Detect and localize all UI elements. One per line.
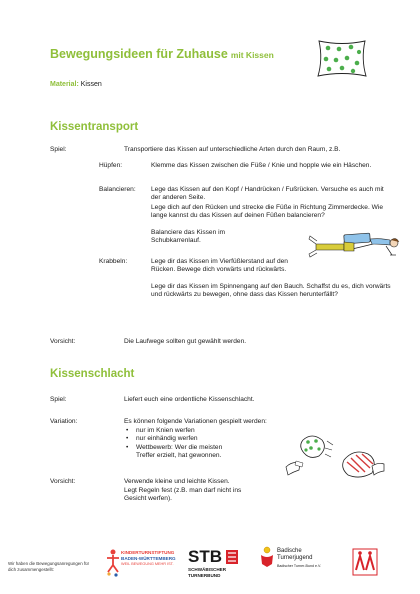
list-item: • nur im Knien werfen	[124, 427, 236, 435]
badische-line1: Badische	[277, 548, 302, 554]
material-line	[50, 81, 102, 88]
section-heading-kissenschlacht: Kissenschlacht	[50, 368, 135, 380]
vorsicht-label-2: Vorsicht:	[50, 478, 76, 485]
badische-turnerjugend-figure-icon	[258, 546, 276, 568]
stb-line1: SCHWÄBISCHER	[188, 567, 227, 572]
spiel-label-2: Spiel:	[50, 396, 67, 403]
stb-logo	[188, 548, 250, 582]
material-value: Kissen	[80, 81, 102, 88]
huepfen-text: Klemme das Kissen zwischen die Füße / Knie und hopple wie ein Häschen.	[151, 162, 372, 169]
balancieren-text-2: Lege dich auf den Rücken und strecke die Füße in Richtung Zimmerdecke. Wie lange kannst du das Kissen auf deinen Füßen balancieren?	[151, 204, 383, 220]
balancieren-label: Balancieren:	[99, 186, 136, 193]
krabbeln-text-1: Lege dir das Kissen im Vierfüßlerstand auf den Rücken. Bewege dich vorwärts und rückwärts.	[151, 258, 288, 274]
balancieren-text-3: Balanciere das Kissen im Schubkarrenlauf.	[151, 229, 226, 245]
wheelbarrow-illustration	[306, 222, 402, 262]
material-label: Material:	[50, 81, 79, 88]
variation-list	[124, 427, 236, 460]
huepfen-label: Hüpfen:	[99, 162, 123, 169]
stb-emblem-icon	[226, 550, 238, 564]
vorsicht-text-1: Die Laufwege sollten gut gewählt werden.	[124, 338, 247, 345]
page-title	[50, 47, 274, 61]
vorsicht-text-2a: Verwende kleine und leichte Kissen.	[124, 478, 230, 485]
krabbeln-text-2: Lege dir das Kissen im Spinnengang auf den Bauch. Schaffst du es, dich vorwärts und rückwärts zu bewegen, ohne dass das Kissen herunterfällt?	[151, 283, 391, 299]
logo1-line1: KINDERTURNSTIFTUNG	[121, 550, 175, 555]
list-item: • nur einhändig werfen	[124, 435, 236, 443]
section-heading-kissentransport: Kissentransport	[50, 121, 139, 133]
balancieren-text-1: Lege das Kissen auf den Kopf / Handrücken / Fußrücken. Versuche es auch mit der anderen Seite.	[151, 186, 384, 202]
btj-mark-icon	[352, 548, 378, 576]
list-item: • Wettbewerb: Wer die meisten Treffer erzielt, hat gewonnen.	[124, 444, 236, 461]
spiel-text: Transportiere das Kissen auf unterschiedliche Arten durch den Raum, z.B.	[124, 146, 341, 153]
pillow-fight-illustration	[284, 420, 394, 484]
title-main: Bewegungsideen für Zuhause	[50, 47, 228, 61]
badische-line2: Turnerjugend	[277, 555, 313, 561]
variation-intro: Es können folgende Variationen gespielt werden:	[124, 418, 267, 425]
spiel-label: Spiel:	[50, 146, 67, 153]
pillow-illustration	[314, 38, 370, 80]
vorsicht-label-1: Vorsicht:	[50, 338, 76, 345]
logo1-line2: BADEN-WÜRTTEMBERG	[121, 556, 176, 561]
kinderturnstiftung-figures-icon	[104, 548, 122, 580]
logo1-line3: WEIL BEWEGUNG MEHR IST.	[121, 562, 174, 566]
variation-label: Variation:	[50, 418, 78, 425]
title-subtitle: mit Kissen	[230, 50, 274, 60]
krabbeln-label: Krabbeln:	[99, 258, 128, 265]
badische-line3: Badischer Turner-Bund e.V.	[277, 564, 322, 568]
footer-note: Wir haben die Bewegungsanregungen für dich zusammengestellt:	[8, 561, 90, 572]
badische-turnerjugend-logo	[258, 546, 348, 582]
stb-wordmark: STB	[188, 547, 222, 566]
vorsicht-text-2b: Legt Regeln fest (z.B. man darf nicht ins Gesicht werfen).	[124, 487, 242, 503]
stb-line2: TURNERBUND	[188, 573, 221, 578]
kinderturnstiftung-logo	[104, 548, 176, 582]
spiel-text-2: Liefert euch eine ordentliche Kissenschlacht.	[124, 396, 255, 403]
